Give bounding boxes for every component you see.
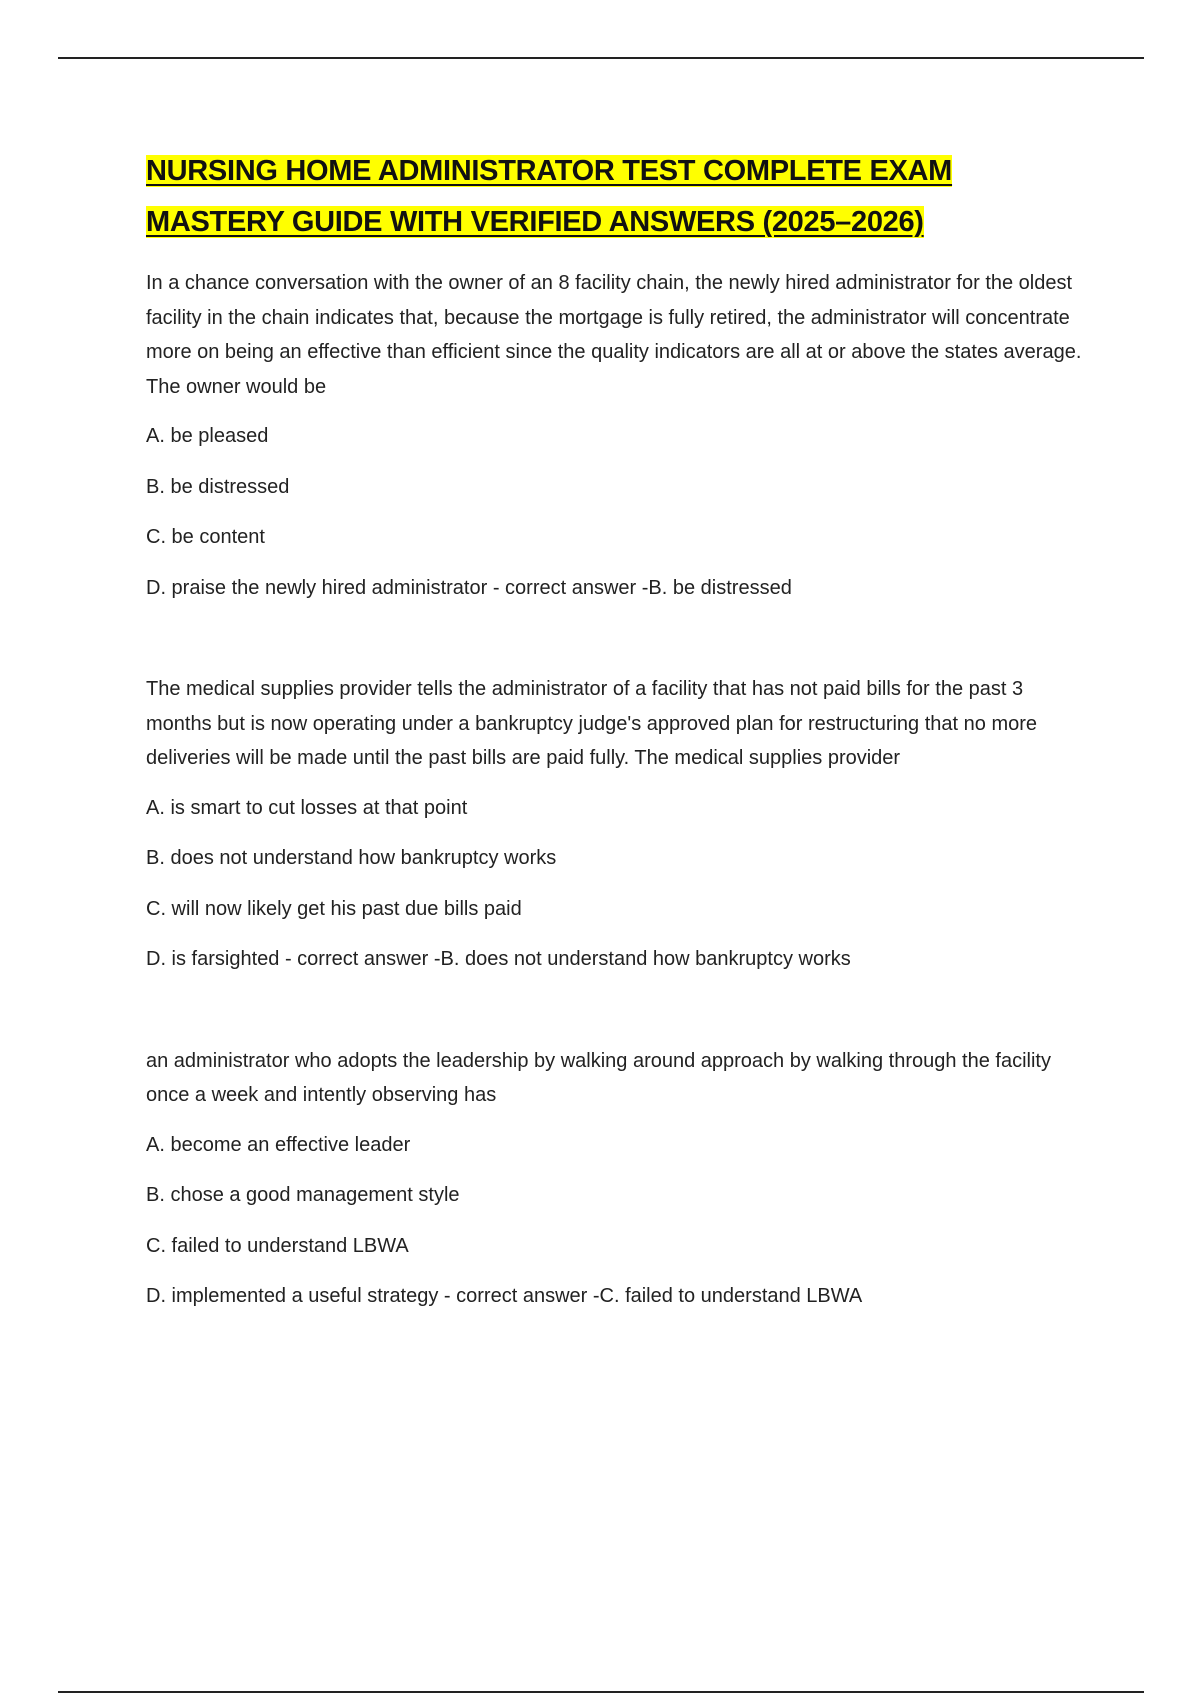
option-c: C. will now likely get his past due bills paid bbox=[146, 897, 522, 920]
question-text: The medical supplies provider tells the administrator of a facility that has not paid bills for the past 3 months but is now operating under a bankruptcy judge's approved plan for restructuring that no more deliveries will be made until the past bills are paid fully. The medical supplies provider bbox=[146, 678, 1038, 769]
bottom-rule bbox=[58, 1691, 1144, 1693]
top-rule bbox=[58, 57, 1144, 59]
question-block-2 bbox=[146, 672, 1086, 978]
option-d-with-answer: D. is farsighted - correct answer -B. does not understand how bankruptcy works bbox=[146, 948, 851, 970]
option-b: B. does not understand how bankruptcy works bbox=[146, 847, 557, 869]
option-d-with-answer: D. implemented a useful strategy - correct answer -C. failed to understand LBWA bbox=[146, 1285, 863, 1307]
option-b: B. chose a good management style bbox=[146, 1184, 460, 1206]
option-b: B. be distressed bbox=[146, 475, 290, 498]
option-a: A. is smart to cut losses at that point bbox=[146, 796, 468, 819]
question-block-3 bbox=[146, 1044, 1086, 1315]
question-text: an administrator who adopts the leadership by walking around approach by walking through the facility once a week and intently observing has bbox=[146, 1049, 1051, 1106]
option-a: A. be pleased bbox=[146, 425, 269, 447]
option-d-with-answer: D. praise the newly hired administrator - correct answer -B. be distressed bbox=[146, 576, 792, 599]
option-c: C. be content bbox=[146, 526, 265, 548]
document-body bbox=[146, 146, 1086, 1315]
option-a: A. become an effective leader bbox=[146, 1133, 411, 1156]
option-c: C. failed to understand LBWA bbox=[146, 1234, 409, 1257]
document-title bbox=[146, 146, 1086, 248]
question-text: In a chance conversation with the owner of an 8 facility chain, the newly hired administrator for the oldest facility in the chain indicates that, because the mortgage is fully retired, the administrator will concentrate more on being an effective than efficient since the quality indicators are all at or above the states average. The owner would be bbox=[146, 272, 1082, 398]
question-block-1 bbox=[146, 266, 1086, 606]
document-title-text: NURSING HOME ADMINISTRATOR TEST COMPLETE EXAM MASTERY GUIDE WITH VERIFIED ANSWERS (2025–2026) bbox=[146, 155, 953, 238]
